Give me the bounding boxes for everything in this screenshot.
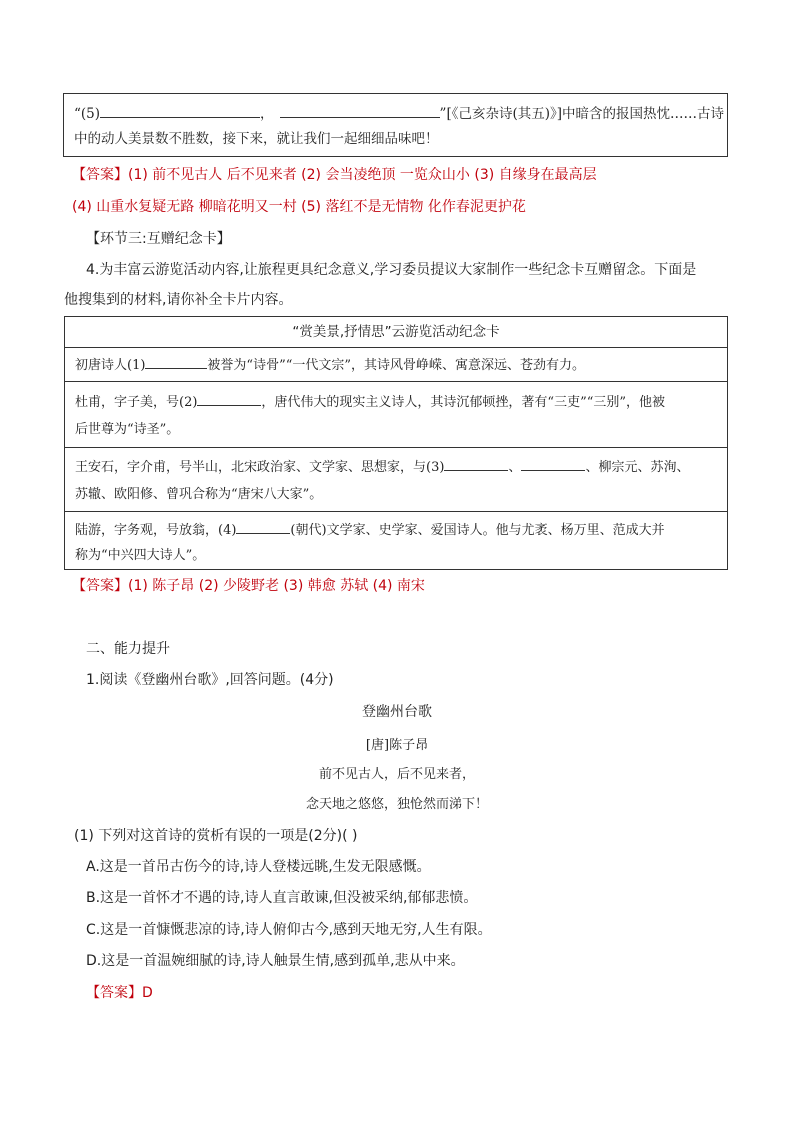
row2-pre: 杜甫，字子美，号(2) — [75, 395, 198, 410]
option-c[interactable]: C.这是一首慷慨悲凉的诗,诗人俯仰古今,感到天地无穷,人生有限。 — [86, 922, 492, 938]
card-title-row — [65, 317, 727, 347]
row1-pre: 初唐诗人(1) — [75, 358, 146, 373]
card-row-3 — [65, 447, 727, 512]
quote-box — [63, 93, 728, 157]
section-title: 二、能力提升 — [86, 641, 170, 657]
answer-1-line2: (4) 山重水复疑无路 柳暗花明又一村 (5) 落红不是无情物 化作春泥更护花 — [72, 199, 526, 215]
answer-label: 【答案】 — [86, 985, 142, 1001]
quote-end: ” — [439, 106, 447, 122]
section-title: 【环节三:互赠纪念卡】 — [86, 231, 231, 247]
answer-3 — [86, 982, 153, 1004]
poem-title: 登幽州台歌 — [362, 704, 432, 720]
row2-post: ，唐代伟大的现实主义诗人，其诗沉郁顿挫，著有“三吏”“三别”，他被 — [261, 395, 666, 410]
poem-line-1: 前不见古人，后不见来者， — [318, 767, 475, 782]
card-row-2 — [65, 381, 727, 448]
blank-2[interactable] — [197, 392, 261, 406]
blank-5a[interactable] — [100, 104, 260, 118]
answer-2 — [72, 575, 425, 597]
answer-label: 【答案】 — [72, 167, 128, 183]
answer-text: (1) 陈子昂 (2) 少陵野老 (3) 韩愈 苏轼 (4) 南宋 — [128, 578, 425, 594]
poem-line-2: 念天地之悠悠，独怆然而涕下！ — [305, 797, 488, 812]
answer-1-line1 — [72, 164, 597, 186]
blank-4[interactable] — [236, 520, 290, 534]
sub-question-1: (1) 下列对这首诗的赏析有误的一项是(2分)( ) — [74, 828, 358, 844]
card-row-4-text — [75, 520, 717, 541]
row3-mid: 、 — [508, 460, 522, 475]
blank-3a[interactable] — [444, 457, 508, 471]
blank-3b[interactable] — [521, 457, 585, 471]
card-row-4 — [65, 511, 727, 571]
card-row-2-text — [75, 392, 717, 413]
blank-label-5: “(5) — [74, 106, 101, 122]
quote-source-text: [《己亥杂诗(其五)》]中暗含的报国热忱……古诗 — [446, 106, 725, 122]
row4-pre: 陆游，字务观，号放翁，(4) — [75, 523, 237, 538]
card-title: “赏美景,抒情思”云游览活动纪念卡 — [292, 324, 500, 340]
card-row-1 — [65, 347, 727, 382]
quote-box-line1 — [74, 104, 724, 124]
separator: ， — [260, 106, 274, 122]
question-4-line1: 4.为丰富云游览活动内容,让旅程更具纪念意义,学习委员提议大家制作一些纪念卡互赠留念。下面是 — [86, 262, 697, 278]
row4-post: (朝代)文学家、史学家、爱国诗人。他与尤袤、杨万里、范成大并 — [290, 523, 665, 538]
blank-1[interactable] — [145, 355, 207, 369]
row3-line2: 苏辙、欧阳修、曾巩合称为“唐宋八大家”。 — [75, 487, 323, 502]
question-4-line2: 他搜集到的材料,请你补全卡片内容。 — [64, 292, 293, 308]
memorial-card-table — [64, 316, 728, 570]
card-row-1-text — [75, 355, 717, 376]
option-a[interactable]: A.这是一首吊古伤今的诗,诗人登楼远眺,生发无限感慨。 — [86, 859, 431, 875]
option-b[interactable]: B.这是一首怀才不遇的诗,诗人直言敢谏,但没被采纳,郁郁悲愤。 — [86, 890, 478, 906]
row4-line2: 称为“中兴四大诗人”。 — [75, 548, 206, 563]
blank-5b[interactable] — [280, 104, 440, 118]
row2-line2: 后世尊为“诗圣”。 — [75, 422, 180, 437]
option-d[interactable]: D.这是一首温婉细腻的诗,诗人触景生情,感到孤单,悲从中来。 — [86, 953, 465, 969]
answer-text: (1) 前不见古人 后不见来者 (2) 会当凌绝顶 一览众山小 (3) 自缘身在最高层 — [128, 167, 597, 183]
row1-post: 被誉为“诗骨”“一代文宗”，其诗风骨峥嵘、寓意深远、苍劲有力。 — [207, 358, 586, 373]
answer-label: 【答案】 — [72, 578, 128, 594]
quote-box-line2: 中的动人美景数不胜数，接下来，就让我们一起细细品味吧！ — [74, 131, 439, 147]
answer-value: D — [142, 985, 153, 1001]
row3-pre: 王安石，字介甫，号半山，北宋政治家、文学家、思想家，与(3) — [75, 460, 445, 475]
row3-post: 、柳宗元、苏洵、 — [585, 460, 690, 475]
poem-author: [唐]陈子昂 — [365, 738, 429, 753]
card-row-3-text — [75, 457, 717, 478]
question-1-intro: 1.阅读《登幽州台歌》,回答问题。(4分) — [86, 672, 334, 688]
